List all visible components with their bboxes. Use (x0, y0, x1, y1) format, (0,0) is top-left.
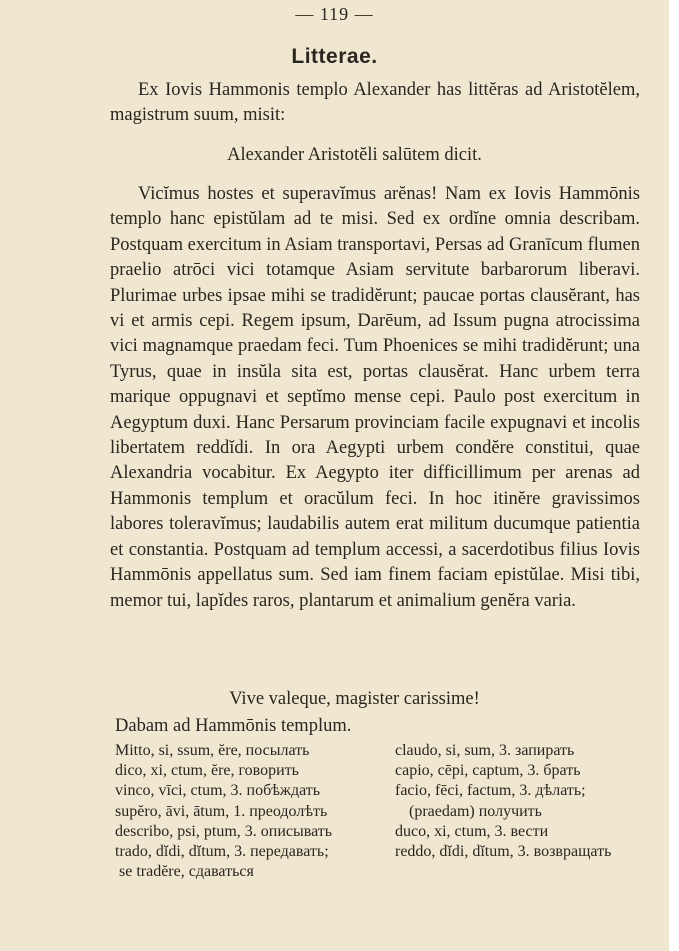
letter-text: Vicĭmus hostes et superavĭmus arĕnas! Nam ex Iovis Hammōnis templo hanc epistŭlam ad te misi. Sed ex ordĭne omnia describam. Postquam exercitum in Asiam transportavi, Persas ad Granīcum flumen praelio atrōci vici totamque Asiam servitute barbarorum liberavi. Plurimae urbes ipsae mihi se tradidĕrunt; paucae portas clausĕrant, has vi et armis cepi. Regem ipsum, Darēum, ad Issum pugna atrocissima vici magnamque praedam feci. Tum Phoenices se mihi tradidĕrunt; una Tyrus, quae in insŭla sita est, portas clausĕrat. Hanc urbem terra marique oppugnavi et septĭmo mense cepi. Paulo post exercitum in Aegyptum duxi. Hanc Persarum provinciam facile expugnavi et incolis libertatem reddĭdi. In ora Aegypti urbem condĕre constitui, quae Alexandria vocabitur. Ex Aegypto iter difficillimum per arenas ad Hammonis templum et oracŭlum feci. In hoc itinĕre gravissimos labores toleravĭmus; laudabilis autem erat militum ducumque patientia et constantia. Postquam ad templum accessi, a sacerdotibus filius Iovis Hammōnis appellatus sum. Sed iam finem faciam epistŭlae. Misi tibi, memor tui, lapĭdes raros, plantarum et animalium genĕra varia. (110, 184, 640, 611)
intro-paragraph (110, 78, 640, 129)
letter-closing: Vive valeque, magister carissime! (229, 689, 480, 709)
vocabulary-list (115, 741, 645, 882)
vocab-entry: supĕro, āvi, ātum, 1. преодолѣть (115, 802, 328, 820)
page-edge (669, 0, 679, 951)
vocab-entry: duco, xi, ctum, 3. вести (395, 822, 549, 840)
vocab-entry: facio, fēci, factum, 3. дѣлать; (395, 782, 586, 800)
vocab-entry: reddo, dĭdi, dĭtum, 3. возвращать (395, 843, 612, 861)
vocab-entry: describo, psi, ptum, 3. описывать (115, 822, 333, 840)
letter-salutation: Alexander Aristotĕli salūtem dicit. (227, 145, 482, 165)
intro-text: Ex Iovis Hammonis templo Alexander has littĕras ad Aristotĕlem, magistrum suum, misit: (110, 80, 640, 126)
vocab-entry: (praedam) получить (409, 802, 542, 820)
vocab-entry: vinco, vīci, ctum, 3. побѣждать (115, 782, 321, 800)
vocab-entry: claudo, si, sum, 3. запирать (395, 742, 575, 759)
vocab-entry: se tradĕre, сдаваться (119, 863, 254, 881)
vocab-entry: trado, dĭdi, dĭtum, 3. передавать; (115, 843, 329, 861)
vocab-entry: Mitto, si, ssum, ĕre, посылать (115, 742, 310, 759)
letter-body (110, 182, 640, 614)
vocabulary-column-left (115, 741, 375, 882)
page-number-header: — 119 — (295, 4, 374, 24)
vocab-entry: capio, cēpi, captum, 3. брать (395, 762, 581, 780)
page-title: Litterae. (291, 45, 378, 68)
vocab-entry: dico, xi, ctum, ĕre, говорить (115, 762, 299, 780)
vocabulary-column-right (395, 741, 645, 882)
vocabulary-heading: Dabam ad Hammōnis templum. (115, 716, 352, 736)
